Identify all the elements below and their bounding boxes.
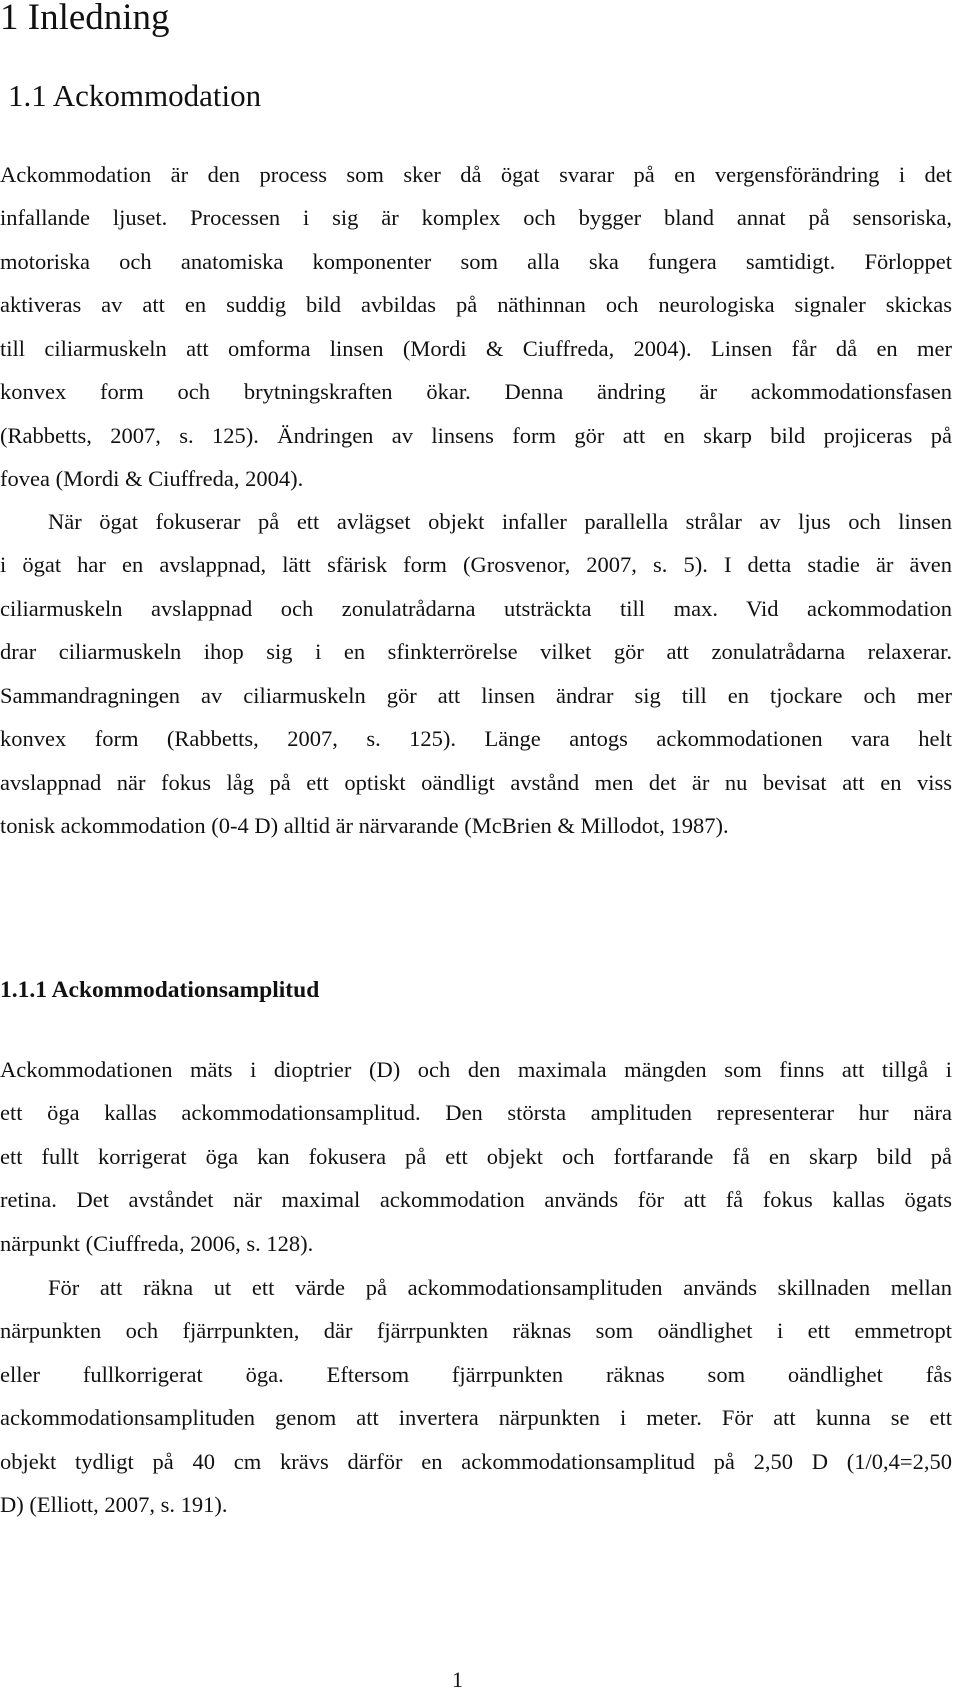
- text-line: Ackommodation är den process som sker då ögat svarar på en vergensförändring i det: [0, 162, 952, 187]
- chapter-heading: 1 Inledning: [0, 0, 170, 38]
- text-line: konvex form och brytningskraften ökar. Denna ändring är ackommodationsfasen: [0, 379, 952, 404]
- page-number: 1: [452, 1667, 463, 1692]
- text-line: närpunkten och fjärrpunkten, där fjärrpunkten räknas som oändlighet i ett emmetropt: [0, 1318, 952, 1343]
- text-line: objekt tydligt på 40 cm krävs därför en ackommodationsamplitud på 2,50 D (1/0,4=2,50: [0, 1449, 952, 1474]
- text-line: ett fullt korrigerat öga kan fokusera på ett objekt och fortfarande få en skarp bild på: [0, 1144, 952, 1169]
- text-line: ett öga kallas ackommodationsamplitud. Den största amplituden representerar hur nära: [0, 1100, 952, 1125]
- text-line: konvex form (Rabbetts, 2007, s. 125). Länge antogs ackommodationen vara helt: [0, 726, 952, 751]
- text-line: motoriska och anatomiska komponenter som alla ska fungera samtidigt. Förloppet: [0, 249, 952, 274]
- text-line: aktiveras av att en suddig bild avbildas på näthinnan och neurologiska signaler skickas: [0, 292, 952, 317]
- text-line: drar ciliarmuskeln ihop sig i en sfinkterrörelse vilket gör att zonulatrådarna relaxerar.: [0, 639, 952, 664]
- text-line: retina. Det avståndet när maximal ackommodation används för att få fokus kallas ögats: [0, 1187, 952, 1212]
- text-line: ackommodationsamplituden genom att invertera närpunkten i meter. För att kunna se ett: [0, 1405, 952, 1430]
- text-line: fovea (Mordi & Ciuffreda, 2004).: [0, 466, 304, 491]
- text-line: närpunkt (Ciuffreda, 2006, s. 128).: [0, 1231, 314, 1256]
- text-line: ciliarmuskeln avslappnad och zonulatrådarna utsträckta till max. Vid ackommodation: [0, 596, 952, 621]
- text-line: infallande ljuset. Processen i sig är komplex och bygger bland annat på sensoriska,: [0, 205, 952, 230]
- text-line: Sammandragningen av ciliarmuskeln gör att linsen ändrar sig till en tjockare och mer: [0, 683, 952, 708]
- text-line: (Rabbetts, 2007, s. 125). Ändringen av linsens form gör att en skarp bild projiceras på: [0, 423, 952, 448]
- text-line: D) (Elliott, 2007, s. 191).: [0, 1492, 228, 1517]
- text-line: För att räkna ut ett värde på ackommodationsamplituden används skillnaden mellan: [48, 1275, 952, 1300]
- text-line: eller fullkorrigerat öga. Eftersom fjärrpunkten räknas som oändlighet fås: [0, 1362, 952, 1387]
- text-line: tonisk ackommodation (0-4 D) alltid är närvarande (McBrien & Millodot, 1987).: [0, 813, 729, 838]
- subsection-heading: 1.1.1 Ackommodationsamplitud: [0, 977, 320, 1003]
- text-line: Ackommodationen mäts i dioptrier (D) och den maximala mängden som finns att tillgå i: [0, 1057, 952, 1082]
- section-heading: 1.1 Ackommodation: [8, 78, 262, 113]
- text-line: När ögat fokuserar på ett avlägset objekt infaller parallella strålar av ljus och linsen: [48, 509, 952, 534]
- text-line: avslappnad när fokus låg på ett optiskt oändligt avstånd men det är nu bevisat att en viss: [0, 770, 952, 795]
- text-line: i ögat har en avslappnad, lätt sfärisk form (Grosvenor, 2007, s. 5). I detta stadie är även: [0, 552, 952, 577]
- text-line: till ciliarmuskeln att omforma linsen (Mordi & Ciuffreda, 2004). Linsen får då en mer: [0, 336, 952, 361]
